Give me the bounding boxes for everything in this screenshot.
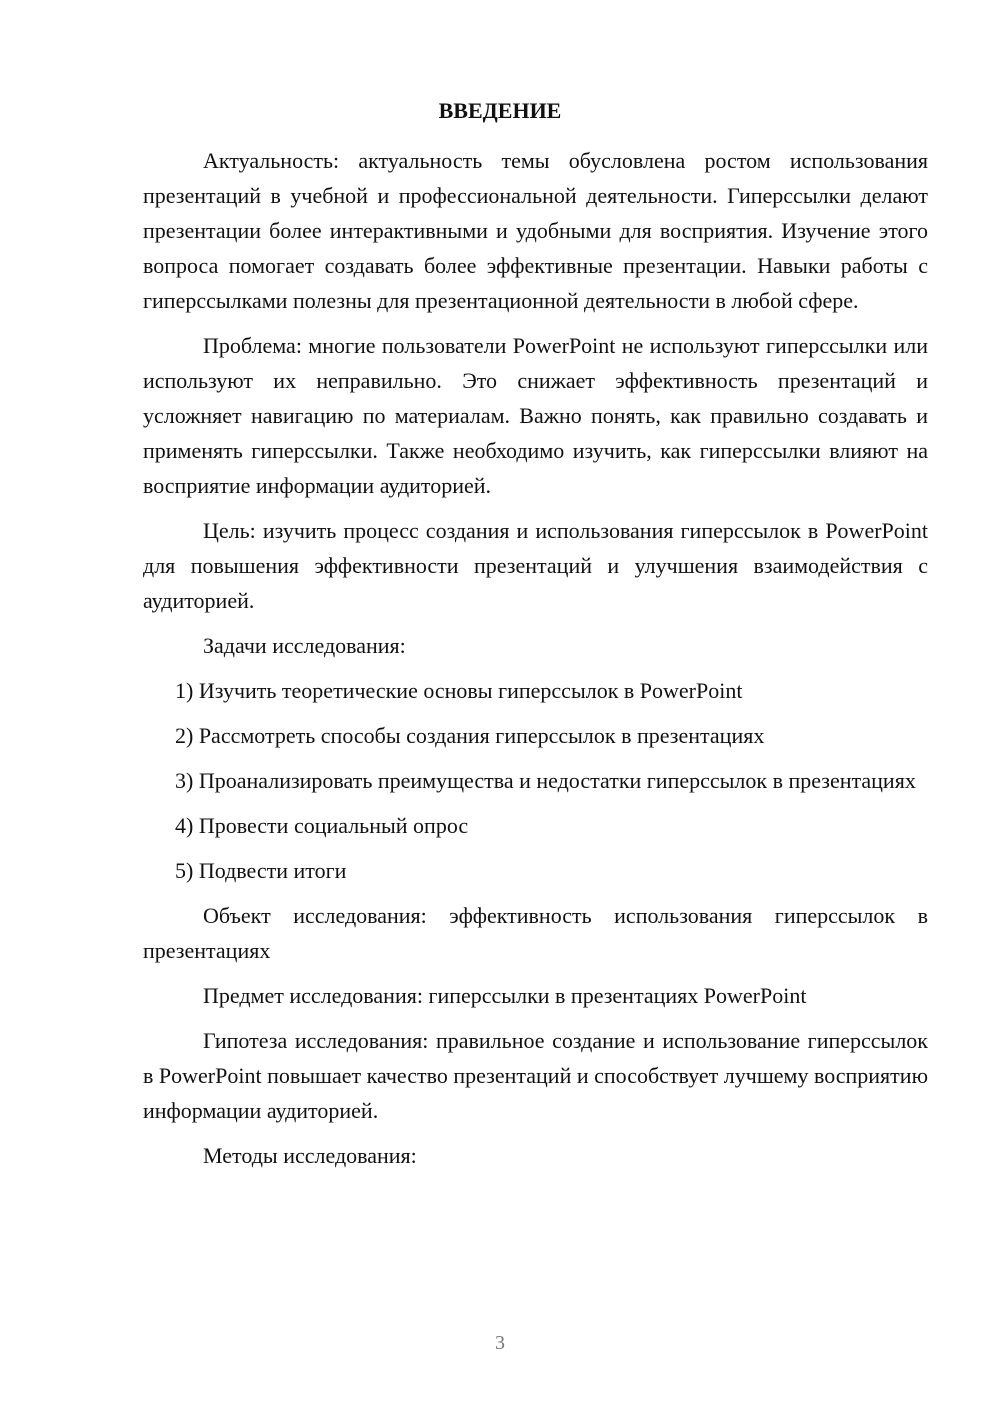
- task-item-3: 3) Проанализировать преимущества и недостатки гиперссылок в презентациях: [175, 768, 916, 793]
- page-number: 3: [495, 1332, 505, 1354]
- paragraph-subject: Предмет исследования: гиперссылки в презентациях PowerPoint: [203, 983, 807, 1008]
- document-body: [143, 143, 928, 1183]
- paragraph-object: Объект исследования: эффективность использования гиперссылок в презентациях: [143, 903, 928, 963]
- task-item-1: 1) Изучить теоретические основы гиперссылок в PowerPoint: [175, 678, 743, 703]
- paragraph-tasks-heading: Задачи исследования:: [203, 633, 406, 658]
- task-item-4: 4) Провести социальный опрос: [175, 813, 469, 838]
- paragraph-hypothesis: Гипотеза исследования: правильное создание и использование гиперссылок в PowerPoint повышает качество презентаций и способствует лучшему восприятию информации аудиторией.: [143, 1028, 928, 1123]
- paragraph-problem: Проблема: многие пользователи PowerPoint не используют гиперссылки или используют их неправильно. Это снижает эффективность презентаций и усложняет навигацию по материалам. Важно понять, как правильно создавать и применять гиперссылки. Также необходимо изучить, как гиперссылки влияют на восприятие информации аудиторией.: [143, 333, 928, 498]
- paragraph-methods: Методы исследования:: [203, 1143, 417, 1168]
- task-item-2: 2) Рассмотреть способы создания гиперссылок в презентациях: [175, 723, 765, 748]
- paragraph-relevance: Актуальность: актуальность темы обусловлена ростом использования презентаций в учебной и профессиональной деятельности. Гиперссылки делают презентации более интерактивными и удобными для восприятия. Изучение этого вопроса помогает создавать более эффективные презентации. Навыки работы с гиперссылками полезны для презентационной деятельности в любой сфере.: [143, 148, 928, 313]
- page-title: ВВЕДЕНИЕ: [438, 98, 562, 123]
- task-item-5: 5) Подвести итоги: [175, 858, 347, 883]
- paragraph-goal: Цель: изучить процесс создания и использования гиперссылок в PowerPoint для повышения эффективности презентаций и улучшения взаимодействия с аудиторией.: [143, 518, 928, 613]
